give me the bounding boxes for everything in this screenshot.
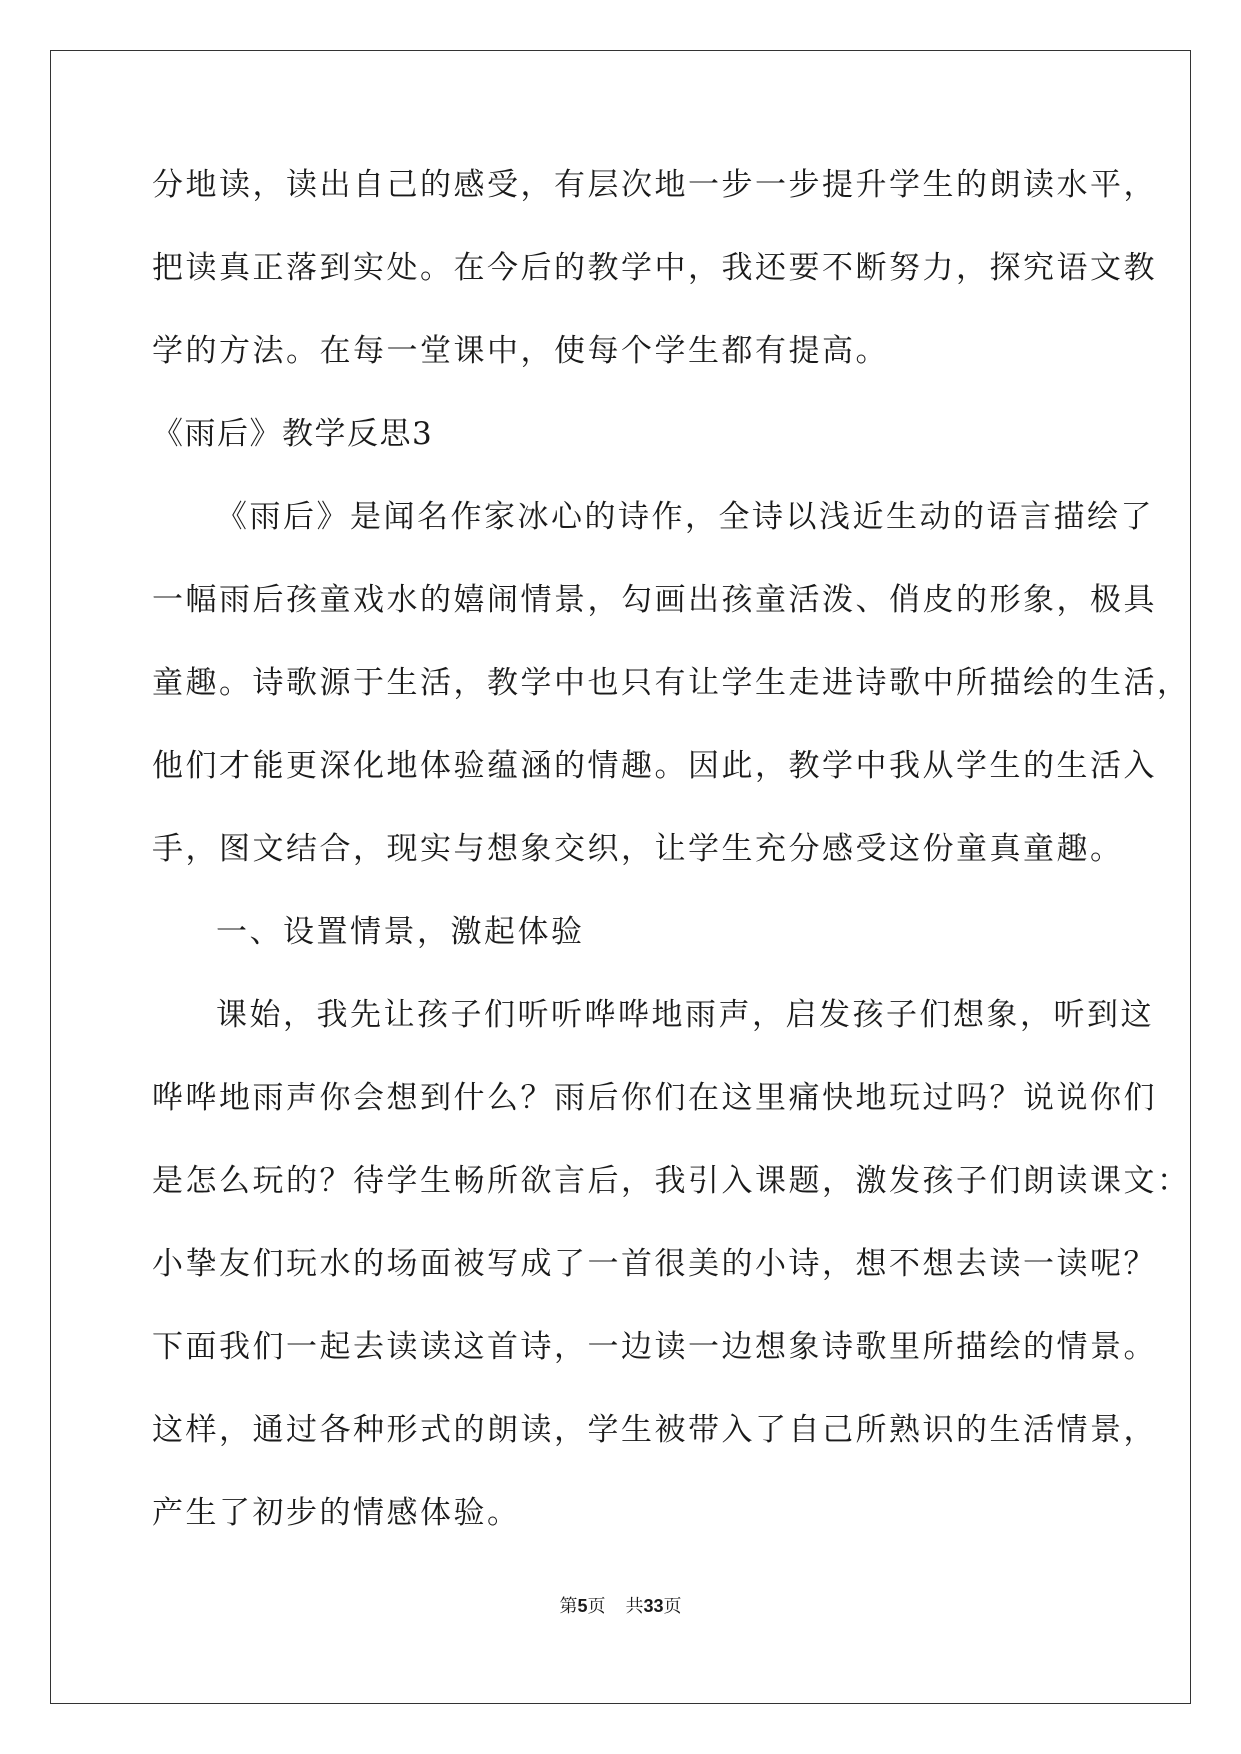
total-suffix: 页 (663, 1596, 682, 1617)
paragraph-line: 《雨后》是闻名作家冰心的诗作，全诗以浅近生动的语言描绘了 (216, 499, 1154, 535)
subheading: 一、设置情景，激起体验 (216, 914, 585, 950)
document-body (152, 160, 1191, 1571)
paragraph-line: 学的方法。在每一堂课中，使每个学生都有提高。 (152, 333, 889, 369)
paragraph-line: 哗哗地雨声你会想到什么？雨后你们在这里痛快地玩过吗？说说你们 (152, 1080, 1157, 1116)
paragraph-line: 手，图文结合，现实与想象交织，让学生充分感受这份童真童趣。 (152, 831, 1124, 867)
page-suffix: 页 (587, 1596, 606, 1617)
page-prefix: 第 (559, 1596, 578, 1617)
total-prefix: 共 (625, 1596, 644, 1617)
paragraph-line: 这样，通过各种形式的朗读，学生被带入了自己所熟识的生活情景， (152, 1412, 1157, 1448)
paragraph-line: 课始，我先让孩子们听听哗哗地雨声，启发孩子们想象，听到这 (216, 997, 1154, 1033)
paragraph-line: 小挚友们玩水的场面被写成了一首很美的小诗，想不想去读一读呢？ (152, 1246, 1157, 1282)
paragraph-line: 他们才能更深化地体验蕴涵的情趣。因此，教学中我从学生的生活入 (152, 748, 1157, 784)
paragraph-line: 产生了初步的情感体验。 (152, 1495, 521, 1531)
page-total: 33 (643, 1596, 664, 1616)
paragraph-line: 一幅雨后孩童戏水的嬉闹情景，勾画出孩童活泼、俏皮的形象，极具 (152, 582, 1157, 618)
page-footer (0, 1592, 1241, 1618)
paragraph-line: 下面我们一起去读读这首诗，一边读一边想象诗歌里所描绘的情景。 (152, 1329, 1157, 1365)
section-title: 《雨后》教学反思3 (152, 416, 434, 452)
paragraph-line: 分地读，读出自己的感受，有层次地一步一步提升学生的朗读水平， (152, 167, 1157, 203)
paragraph-line: 把读真正落到实处。在今后的教学中，我还要不断努力，探究语文教 (152, 250, 1157, 286)
page-current: 5 (577, 1596, 588, 1616)
paragraph-line: 童趣。诗歌源于生活，教学中也只有让学生走进诗歌中所描绘的生活， (152, 665, 1191, 701)
paragraph-line: 是怎么玩的？待学生畅所欲言后，我引入课题，激发孩子们朗读课文： (152, 1163, 1191, 1199)
